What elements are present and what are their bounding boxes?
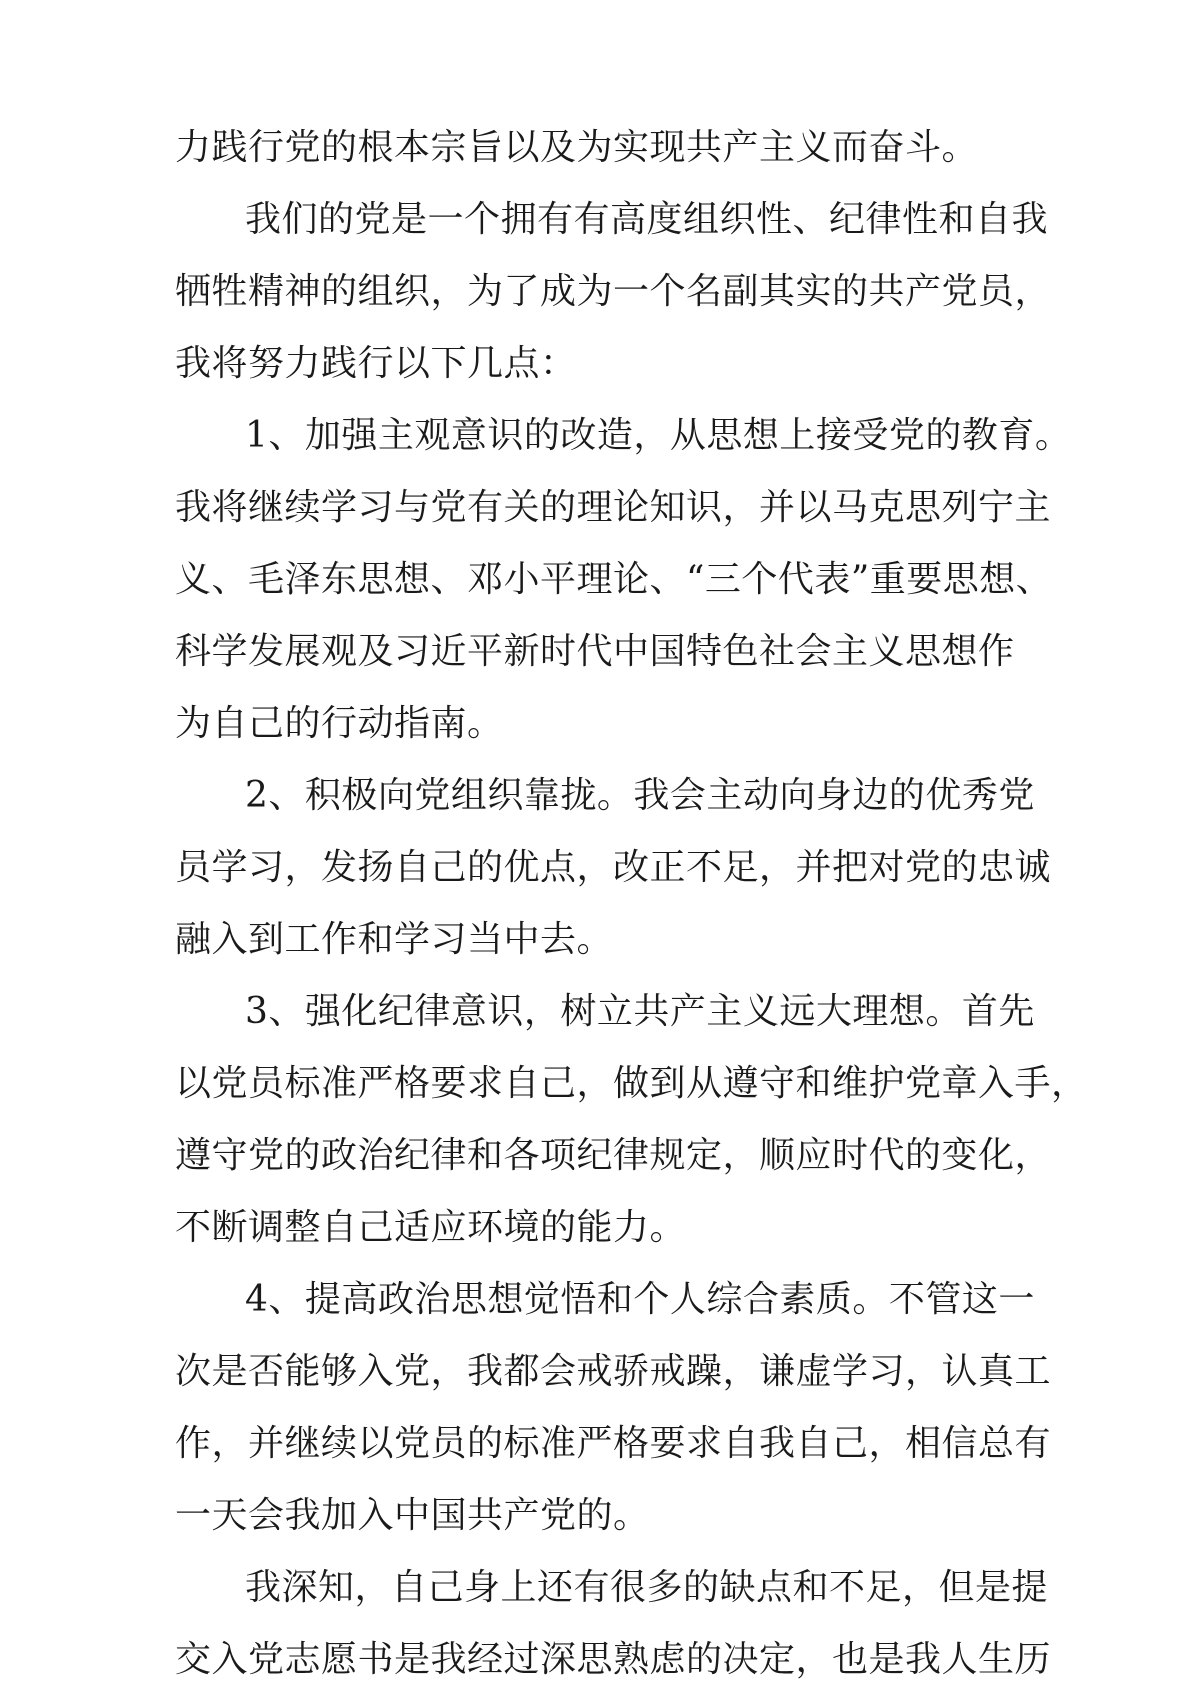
paragraph-line-10: 2、积极向党组织靠拢。我会主动向身边的优秀党 <box>245 775 1035 816</box>
text-line-7: 义、毛泽东思想、邓小平理论、“三个代表”重要思想、 <box>175 559 1053 600</box>
text-line-22: 交入党志愿书是我经过深思熟虑的决定，也是我人生历 <box>175 1639 1052 1680</box>
text-line-9: 为自己的行动指南。 <box>175 703 504 744</box>
text-line-11: 员学习，发扬自己的优点，改正不足，并把对党的忠诚 <box>175 847 1052 888</box>
text-line-6: 我将继续学习与党有关的理论知识，并以马克思列宁主 <box>175 487 1052 528</box>
paragraph-line-17: 4、提高政治思想觉悟和个人综合素质。不管这一 <box>245 1279 1035 1320</box>
text-line-12: 融入到工作和学习当中去。 <box>175 919 614 960</box>
text-line-15: 遵守党的政治纪律和各项纪律规定，顺应时代的变化， <box>175 1135 1052 1176</box>
text-line-4: 我将努力践行以下几点： <box>175 343 577 384</box>
paragraph-line-5: 1、加强主观意识的改造，从思想上接受党的教育。 <box>245 415 1072 456</box>
text-line-1: 力践行党的根本宗旨以及为实现共产主义而奋斗。 <box>175 127 979 168</box>
text-line-3: 牺牲精神的组织，为了成为一个名副其实的共产党员， <box>175 271 1052 312</box>
text-line-18: 次是否能够入党，我都会戒骄戒躁，谦虚学习，认真工 <box>175 1351 1052 1392</box>
paragraph-line-13: 3、强化纪律意识，树立共产主义远大理想。首先 <box>245 991 1035 1032</box>
text-line-19: 作，并继续以党员的标准严格要求自我自己，相信总有 <box>175 1423 1052 1464</box>
text-line-16: 不断调整自己适应环境的能力。 <box>175 1207 687 1248</box>
paragraph-line-1: 我们的党是一个拥有有高度组织性、纪律性和自我 <box>245 199 1049 240</box>
paragraph-line-21: 我深知，自己身上还有很多的缺点和不足，但是提 <box>245 1567 1049 1608</box>
text-line-8: 科学发展观及习近平新时代中国特色社会主义思想作 <box>175 631 1015 672</box>
text-line-14: 以党员标准严格要求自己，做到从遵守和维护党章入手， <box>175 1063 1088 1104</box>
text-line-20: 一天会我加入中国共产党的。 <box>175 1495 650 1536</box>
